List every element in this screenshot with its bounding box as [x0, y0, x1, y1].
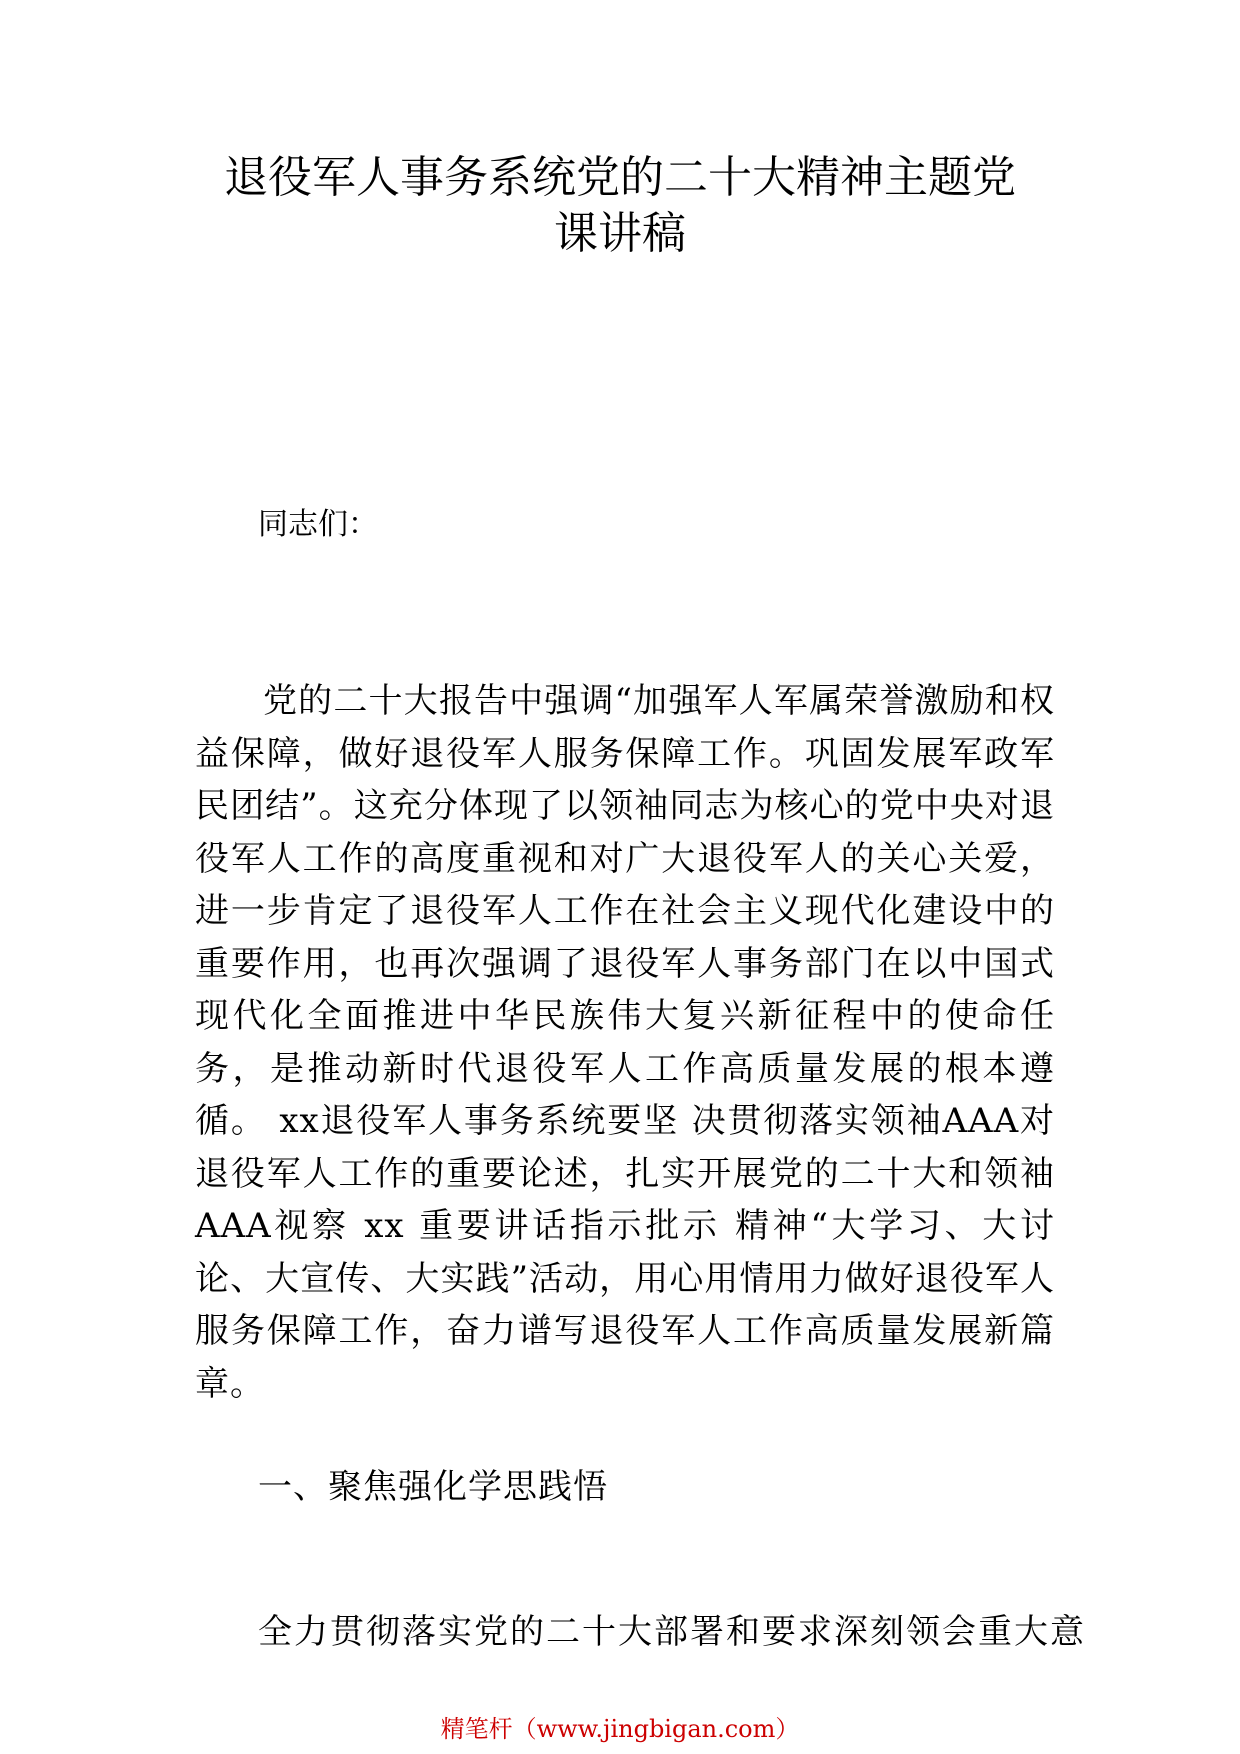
- document-title: [150, 150, 1090, 262]
- body-paragraph: 党的二十大报告中强调“加强军人军属荣誉激励和权益保障，做好退役军人服务保障工作。巩固发展军政军民团结”。这充分体现了以领袖同志为核心的党中央对退役军人工作的高度重视和对广大退役军人的关心关爱，进一步肯定了退役军人工作在社会主义现代化建设中的重要作用，也再次强调了退役军人事务部门在以中国式现代化全面推进中华民族伟大复兴新征程中的使命任务，是推动新时代退役军人工作高质量发展的根本遵循。 xx退役军人事务系统要坚 决贯彻落实领袖AAA对退役军人工作的重要论述，扎实开展党的二十大和领袖AAA视察 xx 重要讲话指示批示 精神“大学习、大讨论、大宣传、大实践”活动，用心用情用力做好退役军人服务保障工作，奋力谱写退役军人工作高质量发展新篇章。: [195, 681, 1055, 1404]
- footer-watermark-link[interactable]: 精笔杆（www.jingbigan.com）: [440, 1715, 800, 1743]
- salutation: 同志们：: [258, 507, 378, 542]
- section-heading: 一、聚焦强化学思践悟: [258, 1467, 608, 1507]
- title-line-2: 课讲稿: [554, 208, 686, 259]
- section-paragraph-start: 全力贯彻落实党的二十大部署和要求深刻领会重大意: [258, 1612, 1086, 1652]
- title-line-1: 退役军人事务系统党的二十大精神主题党: [224, 152, 1016, 203]
